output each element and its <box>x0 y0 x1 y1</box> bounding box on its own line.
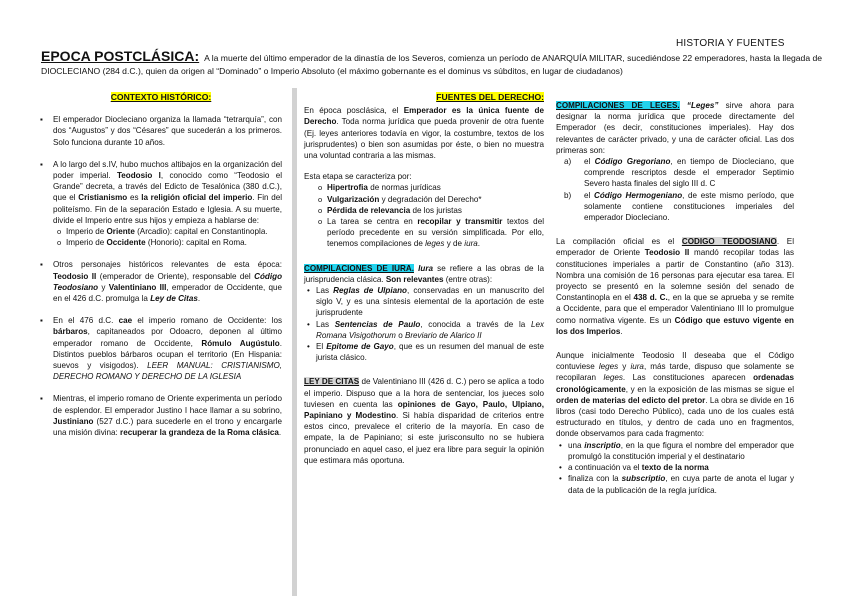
page-title: EPOCA POSTCLÁSICA: <box>41 48 200 64</box>
list-item: • finaliza con la subscriptio, en cuya parte de anota el lugar y data de la publicación de la regla jurídica. <box>556 473 794 495</box>
paragraph: La compilación oficial es el CODIGO TEODOSIANO. El emperador de Oriente Teodosio II mandó recopilar todas las constituciones imperiales a partir de Constantino (año 313). Nombra una comisión de 16 personas para ejecutar esa tarea. El proyecto se presentó en la solemne sesión del senado de Constantinopla en el 438 d. C., en la que se aprueba y se remite a Occidente, para que el emperador Valentiniano III lo promulgue como normativa vigente. Es un Código que estuvo vigente en los dos Imperios. <box>556 237 795 336</box>
section-heading-context: CONTEXTO HISTÓRICO: <box>110 92 212 102</box>
paragraph: COMPILACIONES DE IURA. Iura se refiere a las obras de la jurisprudencia clásica. Son relevantes (entre otras): <box>304 263 545 284</box>
column-divider <box>292 88 297 596</box>
list-item: ▪ Mientras, el imperio romano de Oriente experimenta un período de esplendor. El emperador Justino I hace llamar a su sobrino, Justiniano (527 d.C.) para sucederle en el trono y encargarle una misión divina: recuperar la grandeza de la Roma clásica. <box>40 393 282 438</box>
list-item: • Las Sentencias de Paulo, conocida a través de la Lex Romana Visigothorum o Breviario de Alarico II <box>304 319 544 341</box>
list-item: • Las Reglas de Ulpiano, conservadas en un manuscrito del siglo V, y es una síntesis elemental de la aportación de este jurisprudente <box>304 285 544 319</box>
column-compilations <box>556 100 794 496</box>
section-heading-ley-de-citas: LEY DE CITAS <box>304 377 360 387</box>
sub-item: o Vulgarización y degradación del Derecho* <box>304 194 544 205</box>
sub-item: o Imperio de Occidente (Honorio): capital en Roma. <box>53 237 282 248</box>
paragraph: Esta etapa se caracteriza por: <box>304 172 412 182</box>
section-heading-iura: COMPILACIONES DE IURA. <box>304 263 414 273</box>
sub-item: o Imperio de Oriente (Arcadio): capital en Constantinopla. <box>53 226 282 237</box>
list-item: ▪ En el 476 d.C. cae el imperio romano de Occidente: los bárbaros, capitaneados por Odoacro, deponen al último emperador romano de Occidente, Rómulo Augústulo. Distintos pueblos bárbaros ocupan el territorio (En Hispania: suevos y visigodos). LEER MANUAL: CRISTIANISMO, DERECHO ROMANO Y DERECHO DE LA IGLESIA <box>40 315 282 382</box>
section-heading-leges: COMPILACIONES DE LEGES. <box>556 101 680 110</box>
intro-text: A la muerte del último emperador de la dinastía de los Severos, comienza un período de ANARQUÍA MILITAR, sucediéndose 22 emperadores, hasta la llegada de DIOCLECIANO (284 d.C.), quien da origen al “Dominado” o Imperio Absoluto (el máximo gobernante es el dominus vs súbditos, en lugar de ciudadanos) <box>41 53 823 76</box>
intro-paragraph <box>41 50 831 77</box>
list-item: ▪ El emperador Diocleciano organiza la llamada “tetrarquía”, con dos “Augustos” y dos “Césares” que sucederán a los primeros. Solo funciona durante 10 años. <box>40 114 282 148</box>
section-heading-sources: FUENTES DEL DERECHO: <box>436 92 544 102</box>
sub-item: o Pérdida de relevancia de los juristas <box>304 205 544 216</box>
list-item: • una inscriptio, en la que figura el nombre del emperador que promulgó la constitución imperial y el destinatario <box>556 440 794 462</box>
column-sources-of-law <box>292 88 545 596</box>
list-item: b) el Código Hermogeniano, de este mismo período, que solamente contiene constituciones imperiales del emperador Diocleciano. <box>564 190 794 223</box>
list-item: • El Epitome de Gayo, que es un resumen del manual de este jurista clásico. <box>304 341 544 363</box>
document-header: HISTORIA Y FUENTES <box>676 38 785 49</box>
paragraph: En época posclásica, el Emperador es la única fuente de Derecho. Toda norma jurídica que pueda provenir de otra fuente (Ej. leyes anteriores todavía en vigor, la costumbre, textos de los jurisprudentes) o bien son asumidas por éste, o bien no muestra una voluntad contraria a las mismas. <box>304 106 544 161</box>
paragraph: Aunque inicialmente Teodosio II deseaba que el Código contuviese leges y iura, más tarde, dispuso que solamente se recopilaran leges. Las constituciones aparecen ordenadas cronológicamente, y en la exposición de las mismas se sigue el orden de materias del edicto del pretor. La obra se divide en 16 libros (casi todo Derecho Público), cada uno de los cuales está estructurado en títulos, y dentro de cada uno en fragmentos, donde observamos para cada fragmento: <box>556 351 795 439</box>
paragraph: COMPILACIONES DE LEGES. “Leges” sirve ahora para designar la norma jurídica que procede directamente del Emperador (es decir, constituciones imperiales). Hay dos relevantes de carácter privado, y una de carácter oficial. Las dos primeras son: <box>556 101 794 155</box>
list-item: ▪ A lo largo del s.IV, hubo muchos altibajos en la organización del poder imperial. Teodosio I, conocido como “Teodosio el Grande” decreta, a través del Edicto de Tesalónica (380 d.C.), que el Cristianismo es la religión oficial del imperio. Fin del politeísmo. Fin de la separación Estado e Iglesia. A su muerte, divide el Imperio entre sus hijos y empieza a hablarse de: o Imperio de Oriente (Arcadio): capital en Constantinopla. o Imperio de Occidente (Honorio): capital en Roma. <box>40 159 282 249</box>
column-historical-context <box>40 92 282 449</box>
list-item: ▪ Otros personajes históricos relevantes de esta época: Teodosio II (emperador de Oriente), responsable del Código Teodosiano y Valentiniano III, emperador de Occidente, que en el 426 d.C. promulga la Ley de Citas. <box>40 259 282 304</box>
list-item: • a continuación va el texto de la norma <box>556 462 794 473</box>
sub-item: o La tarea se centra en recopilar y transmitir textos del período precedente en su versión simplificada. Por ello, tenemos compilaciones de leges y de iura. <box>304 216 544 250</box>
paragraph: LEY DE CITAS de Valentiniano III (426 d. C.) pero se aplica a todo el imperio. Dispuso que a la hora de sentenciar, los jueces solo tuviesen en cuenta las opiniones de Gayo, Paulo, Ulpiano, Papiniano y Modestino. Si había disparidad de criterios entre estos cinco, prevalece el criterio de la mayoría. En caso de empate, la de Papiniano; si este jurisconsulto no se hubiera pronunciado en aquel caso, el juez era libre para seguir la opinión que estimara más oportuna. <box>304 377 545 465</box>
sub-item: o Hipertrofia de normas jurídicas <box>304 182 544 193</box>
list-item: a) el Código Gregoriano, en tiempo de Diocleciano, que comprende rescriptos desde el emperador Septimio Severo hasta finales del siglo III d. C <box>564 157 795 189</box>
